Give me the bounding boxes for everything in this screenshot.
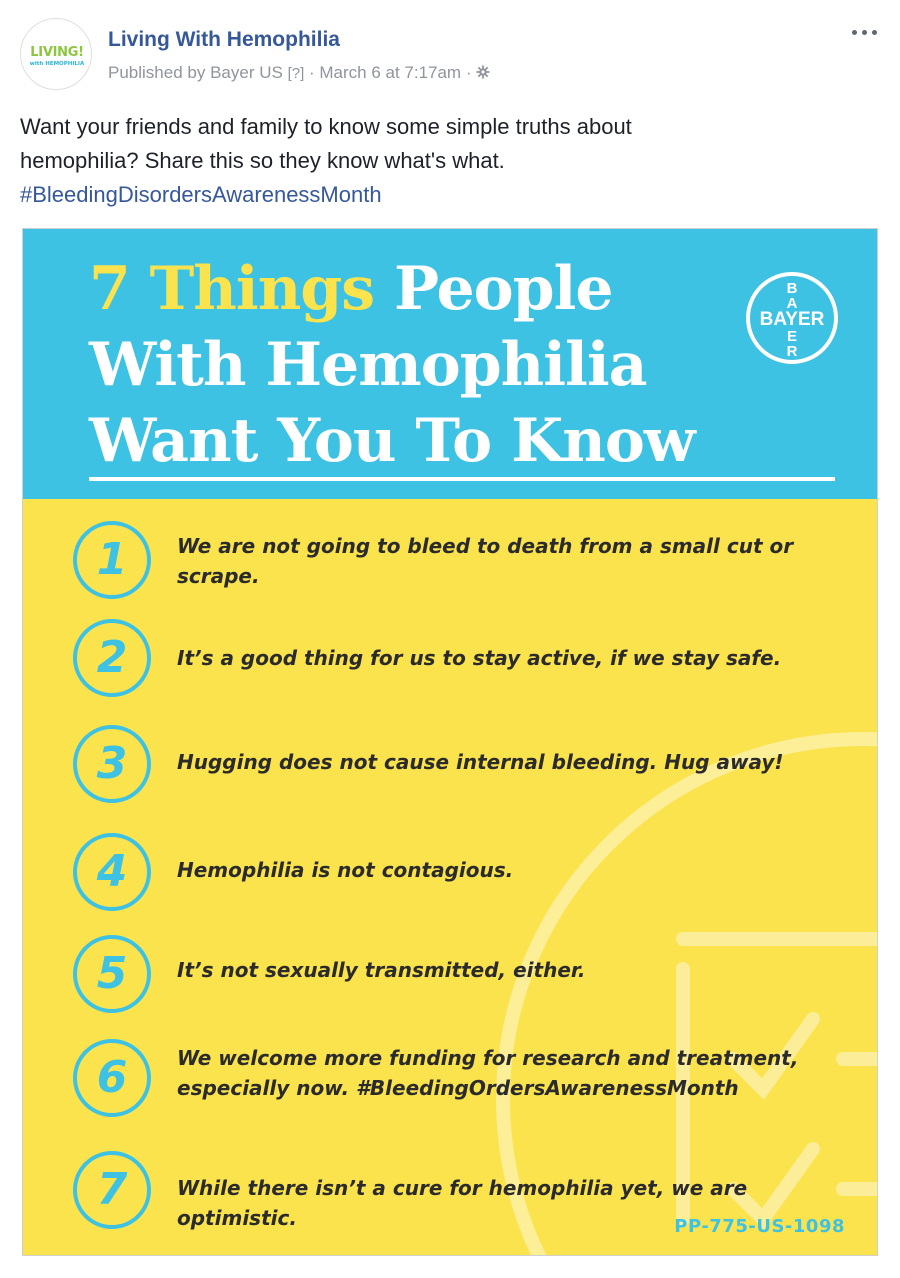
headline-line2: With Hemophilia [89,330,647,400]
number-badge: 6 [73,1039,151,1117]
page-avatar[interactable] [20,18,92,90]
meta-separator-2: · [461,63,477,82]
list-item [73,619,873,699]
fact-text: We are not going to bleed to death from a small cut or scrape. [177,534,794,588]
list-item [73,833,873,913]
infographic-headline [89,251,695,479]
publisher-link[interactable]: Bayer US [210,63,283,82]
post-image[interactable] [22,228,878,1256]
fact-text: It’s a good thing for us to stay active, if we stay safe. [177,646,782,670]
post-meta [108,63,490,83]
svg-text:E: E [786,328,798,345]
number-badge: 5 [73,935,151,1013]
page-name-link[interactable]: Living With Hemophilia [108,28,340,51]
help-marker-link[interactable]: [?] [287,65,305,82]
published-by-label: Published by [108,63,211,82]
list-item [73,521,873,601]
fact-text: Hugging does not cause internal bleeding. Hug away! [177,750,784,774]
fact-text: Hemophilia is not contagious. [177,858,514,882]
svg-text:R: R [786,343,798,360]
post-header [20,18,880,88]
fact-text: We welcome more funding for research and treatment, especially now. #BleedingOrdersAwarenessMonth [177,1046,799,1100]
infographic-header [23,229,878,499]
fact-text: It’s not sexually transmitted, either. [177,958,586,982]
header-divider [89,477,835,481]
number-badge: 3 [73,725,151,803]
post-timestamp-link[interactable]: March 6 at 7:17am [319,63,462,82]
gear-icon[interactable] [476,65,490,79]
list-item [73,935,873,1015]
number-badge: 4 [73,833,151,911]
document-code: PP-775-US-1098 [674,1216,845,1237]
number-badge: 7 [73,1151,151,1229]
headline-highlight: 7 Things [89,254,375,324]
post-message-body: Want your friends and family to know some simple truths about hemophilia? Share this so they know what's what. [20,114,632,173]
meta-separator: · [304,63,320,82]
fact-text: While there isn’t a cure for hemophilia yet, we are optimistic. [177,1176,748,1230]
list-item [73,1039,873,1119]
headline-line3: Want You To Know [89,406,695,476]
number-badge: 2 [73,619,151,697]
bayer-cross-logo [745,271,839,365]
more-options-icon[interactable] [850,24,880,40]
avatar-logo-text: LIVING! [30,45,84,60]
headline-line1: People [374,254,613,324]
hashtag-link[interactable]: #BleedingDisordersAwarenessMonth [20,182,382,207]
infographic-body [23,499,878,1256]
avatar-logo-subtext: with HEMOPHILIA [29,61,85,67]
svg-text:BAYER: BAYER [759,309,825,330]
post-message [20,110,880,212]
svg-text:A: A [786,295,798,312]
list-item [73,725,873,805]
svg-text:B: B [786,280,798,297]
number-badge: 1 [73,521,151,599]
